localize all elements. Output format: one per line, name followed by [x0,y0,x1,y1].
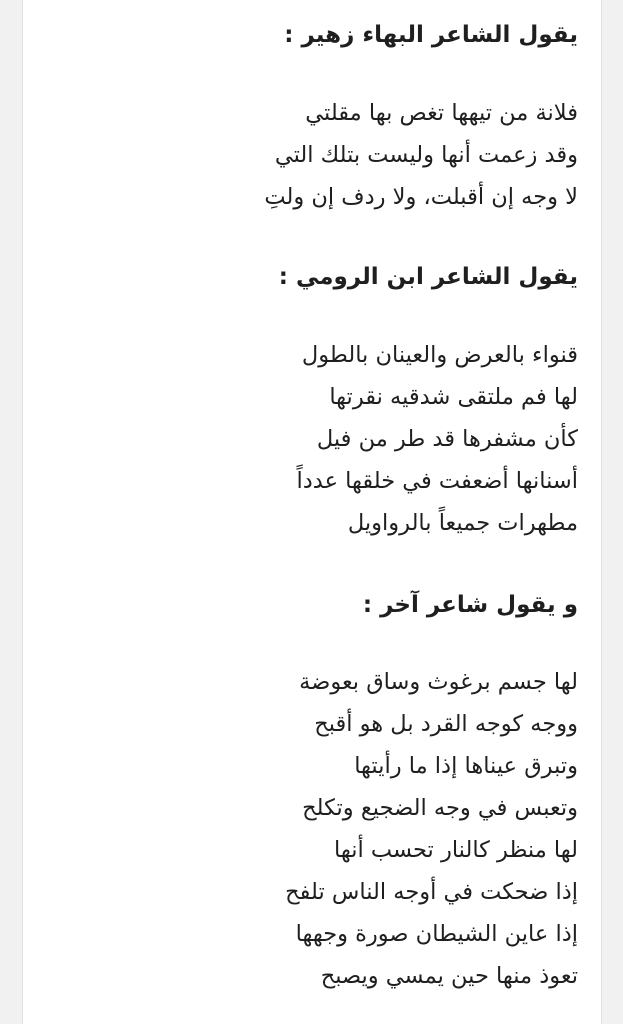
poem-line: لها فم ملتقى شدقيه نقرتها [329,384,578,410]
poem-line: قنواء بالعرض والعينان بالطول [301,342,578,368]
poem-line: ووجه كوجه القرد بل هو أقبح [314,711,578,737]
poem-line: لها منظر كالنار تحسب أنها [333,837,578,863]
section-heading: يقول الشاعر ابن الرومي : [278,264,578,290]
poem-line: وقد زعمت أنها وليست بتلك التي [274,142,578,168]
poem-line: إذا ضحكت في أوجه الناس تلفح [285,879,578,905]
poem-line: مطهرات جميعاً بالرواويل [347,510,578,536]
poem-line: لها جسم برغوث وساق بعوضة [299,669,578,695]
poem-line: تعوذ منها حين يمسي ويصبح [320,963,578,989]
poem-line: أسنانها أضعفت في خلقها عدداً [296,468,578,494]
article-body [23,0,601,1024]
section-heading: و يقول شاعر آخر : [362,592,578,618]
right-margin [601,0,623,1024]
poem-line: إذا عاين الشيطان صورة وجهها [295,921,578,947]
poem-line: وتعبس في وجه الضجيع وتكلح [302,795,578,821]
poem-line: فلانة من تيهها تغص بها مقلتي [305,100,578,126]
poem-line: لا وجه إن أقبلت، ولا ردف إن ولتِ [264,184,578,210]
poem-line: وتبرق عيناها إذا ما رأيتها [354,753,578,779]
poem-stanza [264,92,578,218]
poem-stanza [296,334,578,544]
poem-line: كأن مشفرها قد طر من فيل [316,426,578,452]
section-heading: يقول الشاعر البهاء زهير : [284,22,578,48]
left-margin [0,0,23,1024]
poem-stanza [285,661,578,997]
